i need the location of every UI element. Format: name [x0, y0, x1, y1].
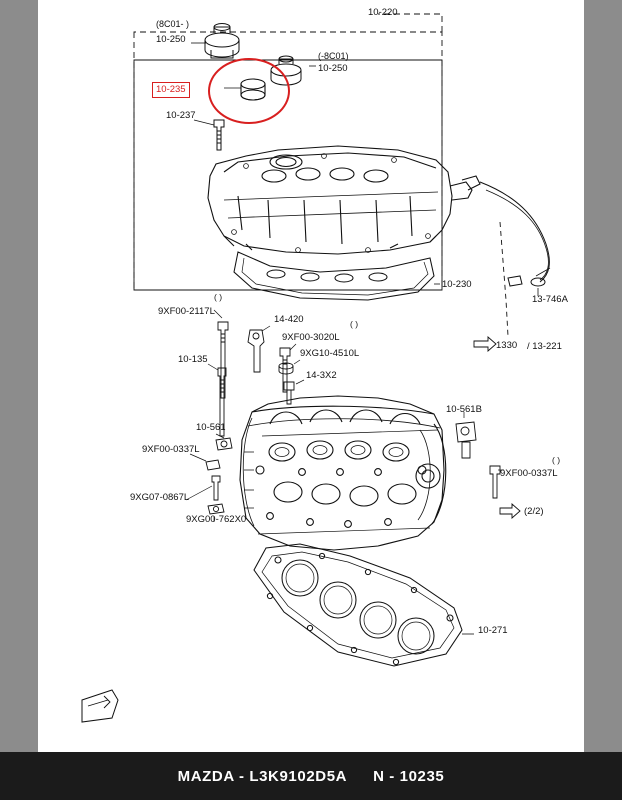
label-l12: 9XF00-2117L: [158, 306, 215, 317]
caption-brand-part: MAZDA - L3K9102D5A: [177, 767, 348, 785]
highlighted-part-number: 10-235: [152, 82, 190, 98]
highlight-ring: [208, 58, 290, 124]
label-l25: 9XG00-762X0: [186, 514, 247, 525]
label-l10: / 13-221: [527, 341, 562, 352]
label-l08: 13-746A: [532, 294, 568, 305]
label-l07: 10-230: [442, 279, 472, 290]
label-l21: 9XF00-0337L: [142, 444, 200, 455]
label-l24: 9XG07-0867L: [130, 492, 190, 503]
label-l19: 10-561B: [446, 404, 482, 415]
caption-bar: [0, 752, 622, 800]
label-l20: 10-561: [196, 422, 226, 433]
label-l01: (8C01- ): [156, 19, 190, 29]
parts-diagram: [38, 0, 584, 752]
label-l09: 1330: [496, 340, 518, 351]
label-l26: (2/2): [524, 506, 544, 517]
label-l06: 10-237: [166, 110, 196, 121]
label-l13: 14-420: [274, 314, 304, 325]
label-l23: 9XF00-0337L: [500, 468, 558, 479]
label-l17: 10-135: [178, 354, 208, 365]
caption-part-ref: N - 10235: [373, 767, 445, 785]
label-l14: ( ): [350, 319, 359, 329]
label-l18: 14-3X2: [306, 370, 337, 381]
label-l03: 10-220: [368, 7, 398, 18]
label-l27: 10-271: [478, 625, 508, 636]
label-l15: 9XF00-3020L: [282, 332, 340, 343]
label-l11: ( ): [214, 292, 223, 302]
label-l05: 10-250: [318, 63, 348, 74]
label-l16: 9XG10-4510L: [300, 348, 360, 359]
label-l22: ( ): [552, 455, 561, 465]
label-l04: (-8C01): [318, 51, 349, 61]
label-l02: 10-250: [156, 34, 186, 45]
